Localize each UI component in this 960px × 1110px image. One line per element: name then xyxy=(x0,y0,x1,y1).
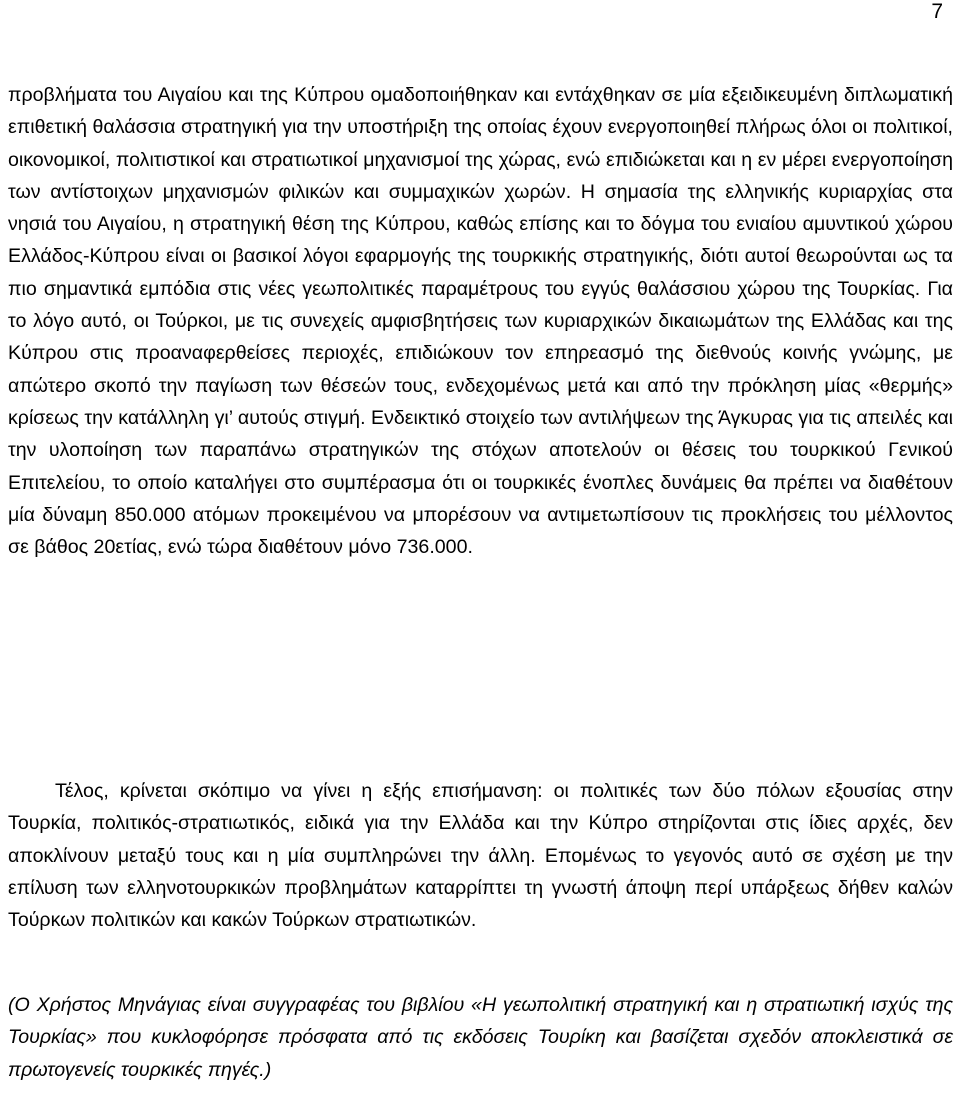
author-note-paragraph: (Ο Χρήστος Μηνάγιας είναι συγγραφέας του βιβλίου «Η γεωπολιτική στρατηγική και η στρατιωτική ισχύς της Τουρκίας» που κυκλοφόρησε πρόσφατα από τις εκδόσεις Τουρίκη και βασίζεται σχεδόν αποκλειστικά σε πρωτογενείς τουρκικές πηγές.) xyxy=(8,994,953,1081)
page-number: 7 xyxy=(931,0,943,23)
body-paragraph-2: Τέλος, κρίνεται σκόπιμο να γίνει η εξής επισήμανση: οι πολιτικές των δύο πόλων εξουσίας στην Τουρκία, πολιτικός-στρατιωτικός, ειδικά για την Ελλάδα και την Κύπρο στηρίζονται στις ίδιες αρχές, δεν αποκλίνουν μεταξύ τους και η μία συμπληρώνει την άλλη. Επομένως το γεγονός αυτό σε σχέση με την επίλυση των ελληνοτουρκικών προβλημάτων καταρρίπτει τη γνωστή άποψη περί υπάρξεως δήθεν καλών Τούρκων πολιτικών και κακών Τούρκων στρατιωτικών. xyxy=(8,780,953,932)
body-paragraph-1: προβλήματα του Αιγαίου και της Κύπρου ομαδοποιήθηκαν και εντάχθηκαν σε μία εξειδικευμένη διπλωματική επιθετική θαλάσσια στρατηγική για την υποστήριξη της οποίας έχουν ενεργοποιηθεί πλήρως όλοι οι πολιτικοί, οικονομικοί, πολιτιστικοί και στρατιωτικοί μηχανισμοί της χώρας, ενώ επιδιώκεται και η εν μέρει ενεργοποίηση των αντίστοιχων μηχανισμών φιλικών και συμμαχικών χωρών. Η σημασία της ελληνικής κυριαρχίας στα νησιά του Αιγαίου, η στρατηγική θέση της Κύπρου, καθώς επίσης και το δόγμα του ενιαίου αμυντικού χώρου Ελλάδος-Κύπρου είναι οι βασικοί λόγοι εφαρμογής της τουρκικής στρατηγικής, διότι αυτοί θεωρούνται ως τα πιο σημαντικά εμπόδια στις νέες γεωπολιτικές παραμέτρους του εγγύς θαλάσσιου χώρου της Τουρκίας. Για το λόγο αυτό, οι Τούρκοι, με τις συνεχείς αμφισβητήσεις των κυριαρχικών δικαιωμάτων της Ελλάδας και της Κύπρου στις προαναφερθείσες περιοχές, επιδιώκουν τον επηρεασμό της διεθνούς κοινής γνώμης, με απώτερο σκοπό την παγίωση των θέσεών τους, ενδεχομένως μετά και από την πρόκληση μίας «θερμής» κρίσεως την κατάλληλη γι’ αυτούς στιγμή. Ενδεικτικό στοιχείο των αντιλήψεων της Άγκυρας για τις απειλές και την υλοποίηση των παραπάνω στρατηγικών της στόχων αποτελούν οι θέσεις του τουρκικού Γενικού Επιτελείου, το οποίο καταλήγει στο συμπέρασμα ότι οι τουρκικές ένοπλες δυνάμεις θα πρέπει να διαθέτουν μία δύναμη 850.000 ατόμων προκειμένου να μπορέσουν να αντιμετωπίσουν τις προκλήσεις του μέλλοντος σε βάθος 20ετίας, ενώ τώρα διαθέτουν μόνο 736.000. xyxy=(8,84,953,559)
